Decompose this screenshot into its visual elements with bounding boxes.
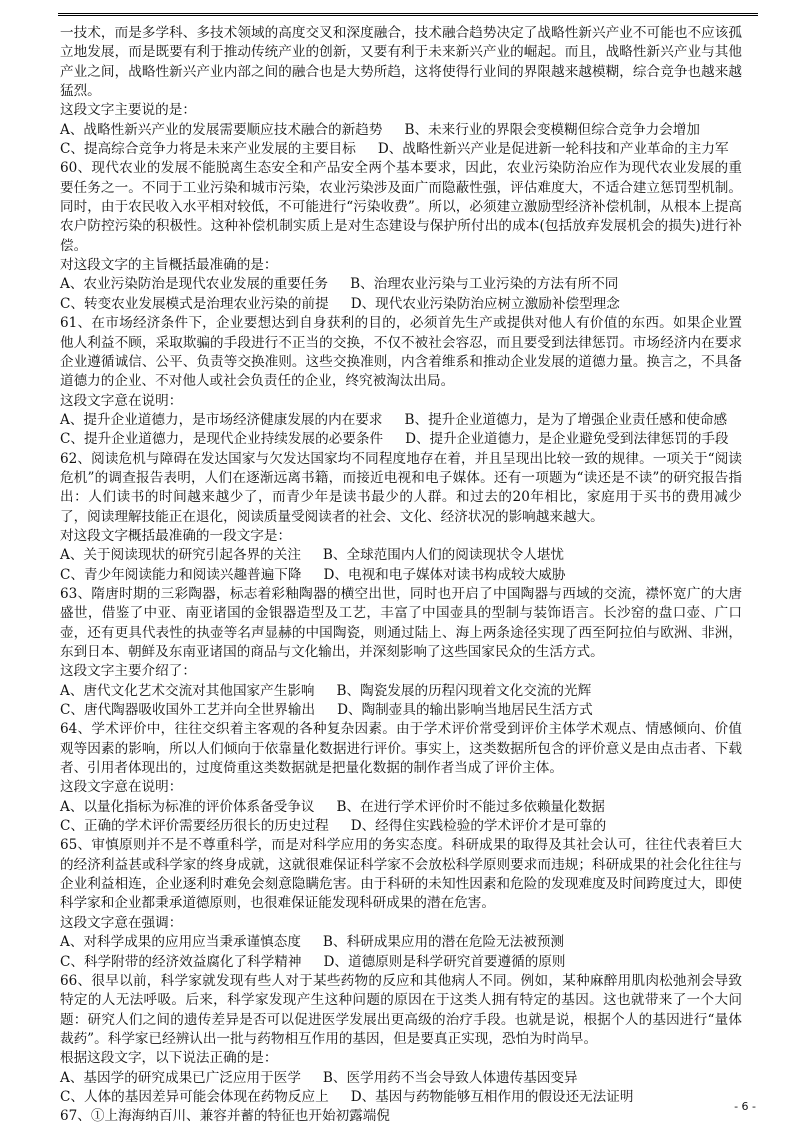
answer-option: C、科学附带的经济效益腐化了科学精神 <box>60 953 302 970</box>
question-prompt: 这段文字主要说的是： <box>60 102 196 119</box>
header-rule <box>58 13 758 16</box>
answer-option: D、陶制壶具的输出影响当地居民生活方式 <box>337 702 593 719</box>
answer-option: D、战略性新兴产业是促进新一轮科技和产业革命的主力军 <box>377 141 729 158</box>
answer-options-row <box>60 953 742 972</box>
answer-option: B、全球范围内人们的阅读现状令人堪忧 <box>322 547 565 564</box>
answer-option: D、道德原则是科学研究首要遵循的原则 <box>323 953 566 970</box>
answer-options-row <box>60 275 742 294</box>
passage-paragraph: 66、很早以前，科学家就发现有些人对于某些药物的反应和其他病人不同。例如，某种麻醉用肌肉松弛剂会导致特定的人无法呼吸。后来，科学家发现产生这种问题的原因在于这类人拥有特定的基因。这也就带来了一个大问题：研究人们之间的遗传差异是否可以促进医学发展出更高级的治疗手段。也就是说，根据个人的基因进行“量体裁药”。科学家已经辨认出一批与药物相互作用的基因，但是要真正实现，恐怕为时尚早。 <box>60 972 742 1047</box>
answer-option: C、提高综合竞争力将是未来产业发展的主要目标 <box>60 141 356 158</box>
answer-options-row <box>60 701 742 720</box>
passage-paragraph: 60、现代农业的发展不能脱离生态安全和产品安全两个基本要求，因此，农业污染防治应作为现代农业发展的重要任务之一。不同于工业污染和城市污染，农业污染涉及面广而隐蔽性强，评估难度大，不适合建立惩罚型机制。同时，由于农民收入水平相对较低，不可能进行“污染收费”。所以，必须建立激励型经济补偿机制，从根本上提高农户防控污染的积极性。这种补偿机制实质上是对生态建设与保护所付出的成本(包括放弃发展机会的损失)进行补偿。 <box>60 160 742 254</box>
question-prompt: 这段文字主要介绍了： <box>60 663 196 680</box>
answer-option: D、电视和电子媒体对读书构成较大威胁 <box>323 566 566 583</box>
answer-option: A、战略性新兴产业的发展需要顺应技术融合的新趋势 <box>60 121 383 138</box>
passage-paragraph: 一技术，而是多学科、多技术领域的高度交叉和深度融合，技术融合趋势决定了战略性新兴产业不可能也不应该孤立地发展，而是既要有利于推动传统产业的创新，又要有利于未来新兴产业的崛起。而且，战略性新兴产业与其他产业之间，战略性新兴产业内部之间的融合也是大势所趋，这将使得行业间的界限越来越模糊，综合竞争也越来越猛烈。 <box>60 25 742 100</box>
answer-options-row <box>60 140 742 159</box>
answer-options-row <box>60 1069 742 1088</box>
answer-option: B、陶瓷发展的历程闪现着文化交流的光辉 <box>336 682 592 699</box>
answer-options-row <box>60 566 742 585</box>
answer-option: B、未来行业的界限会变模糊但综合竞争力会增加 <box>404 121 700 138</box>
answer-options-row <box>60 1088 742 1107</box>
answer-option: D、提升企业道德力，是企业避免受到法律惩罚的手段 <box>405 431 729 448</box>
answer-options-row <box>60 121 742 140</box>
answer-option: A、对科学成果的应用应当秉承谨慎态度 <box>60 934 301 951</box>
answer-options-row <box>60 817 742 836</box>
answer-options-row <box>60 546 742 565</box>
answer-option: C、转变农业发展模式是治理农业污染的前提 <box>60 295 329 312</box>
question-prompt: 对这段文字概括最准确的一段文字是： <box>60 527 292 544</box>
answer-option: A、提升企业道德力，是市场经济健康发展的内在要求 <box>60 411 383 428</box>
answer-option: B、提升企业道德力，是为了增强企业责任感和使命感 <box>404 411 728 428</box>
passage-paragraph: 63、隋唐时期的三彩陶器，标志着彩釉陶器的横空出世，同时也开启了中国陶器与西域的交流，襟怀宽广的大唐盛世，借鉴了中亚、南亚诸国的金银器造型及工艺，丰富了中国壶具的型制与装饰语言。长沙窑的盘口壶、广口壶，还有更具代表性的执壶等名声显赫的中国陶瓷，则通过陆上、海上两条途径实现了西至阿拉伯与欧洲、非洲，东到日本、朝鲜及东南亚诸国的商品与文化输出，并深刻影响了这些国家民众的生活方式。 <box>60 585 742 660</box>
answer-option: B、医学用药不当会导致人体遗传基因变异 <box>322 1069 578 1086</box>
answer-option: B、科研成果应用的潜在危险无法被预测 <box>322 934 565 951</box>
question-prompt: 这段文字意在强调： <box>60 914 183 931</box>
question-prompt: 这段文字意在说明： <box>60 392 183 409</box>
answer-option: C、人体的基因差异可能会体现在药物反应上 <box>60 1088 329 1105</box>
answer-option: B、在进行学术评价时不能过多依赖量化数据 <box>336 798 605 815</box>
answer-option: D、现代农业污染防治应树立激励补偿型理念 <box>350 295 620 312</box>
question-prompt: 根据这段文字，以下说法正确的是： <box>60 1050 278 1067</box>
answer-options-row <box>60 430 742 449</box>
passage-paragraph: 62、阅读危机与障碍在发达国家与欠发达国家均不同程度地存在着，并且呈现出比较一致的规律。一项关于“阅读危机”的调查报告表明，人们在逐渐远离书籍，而接近电视和电子媒体。还有一项题为“读还是不读”的研究报告指出：人们读书的时间越来越少了，而青少年是读书最少的人群。和过去的20年相比，家庭用于买书的费用减少了，阅读理解技能正在退化，阅读质量受阅读者的社会、文化、经济状况的影响越来越大。 <box>60 450 742 525</box>
answer-option: C、提升企业道德力，是现代企业持续发展的必要条件 <box>60 431 384 448</box>
page-number: - 6 - <box>734 1100 756 1113</box>
answer-options-row <box>60 411 742 430</box>
answer-option: C、正确的学术评价需要经历很长的历史过程 <box>60 818 329 835</box>
answer-options-row <box>60 682 742 701</box>
passage-paragraph: 65、审慎原则并不是不尊重科学，而是对科学应用的务实态度。科研成果的取得及其社会认可，往往代表着巨大的经济利益甚或科学家的终身成就，这就很难保证科学家不会放松科学原则要求而违规；科研成果的社会化往往与企业利益相连，企业逐利时难免会刻意隐瞒危害。由于科研的未知性因素和危险的发现难度及时间跨度过大，即使科学家和企业都秉承道德原则，也很难保证能发现科研成果的潜在危害。 <box>60 837 742 912</box>
answer-option: A、唐代文化艺术交流对其他国家产生影响 <box>60 682 315 699</box>
answer-option: A、以量化指标为标准的评价体系备受争议 <box>60 798 315 815</box>
answer-option: A、关于阅读现状的研究引起各界的关注 <box>60 547 301 564</box>
document-body <box>60 24 742 1127</box>
passage-paragraph: 61、在市场经济条件下，企业要想达到自身获利的目的，必须首先生产或提供对他人有价值的东西。如果企业置他人利益不顾，采取欺骗的手段进行不正当的交换，不仅不被社会容忍，而且要受到法律惩罚。市场经济内在要求企业遵循诚信、公平、负责等交换准则。这些交换准则，内含着维系和推动企业发展的道德力量。换言之，不具备道德力的企业、不对他人或社会负责任的企业，终究被淘汰出局。 <box>60 315 742 390</box>
question-prompt: 对这段文字的主旨概括最准确的是： <box>60 257 278 274</box>
answer-options-row <box>60 798 742 817</box>
answer-option: C、青少年阅读能力和阅读兴趣普遍下降 <box>60 566 302 583</box>
passage-paragraph: 64、学术评价中，往往交织着主客观的各种复杂因素。由于学术评价常受到评价主体学术观点、情感倾向、价值观等因素的影响，所以人们倾向于依靠量化数据进行评价。事实上，这类数据所包含的评价意义是由点击者、下载者、引用者体现出的，过度倚重这类数据就是把量化数据的制作者当成了评价主体。 <box>60 721 742 777</box>
answer-option: D、经得住实践检验的学术评价才是可靠的 <box>350 818 607 835</box>
answer-option: A、农业污染防治是现代农业发展的重要任务 <box>60 276 329 293</box>
answer-option: B、治理农业污染与工业污染的方法有所不同 <box>350 276 619 293</box>
question-prompt: 67、①上海海纳百川、兼容并蓄的特征也开始初露端倪 <box>60 1108 390 1125</box>
question-prompt: 这段文字意在说明： <box>60 779 183 796</box>
answer-option: D、基因与药物能够互相作用的假设还无法证明 <box>350 1088 634 1105</box>
answer-options-row <box>60 933 742 952</box>
answer-options-row <box>60 295 742 314</box>
answer-option: A、基因学的研究成果已广泛应用于医学 <box>60 1069 301 1086</box>
answer-option: C、唐代陶器吸收国外工艺并向全世界输出 <box>60 702 316 719</box>
